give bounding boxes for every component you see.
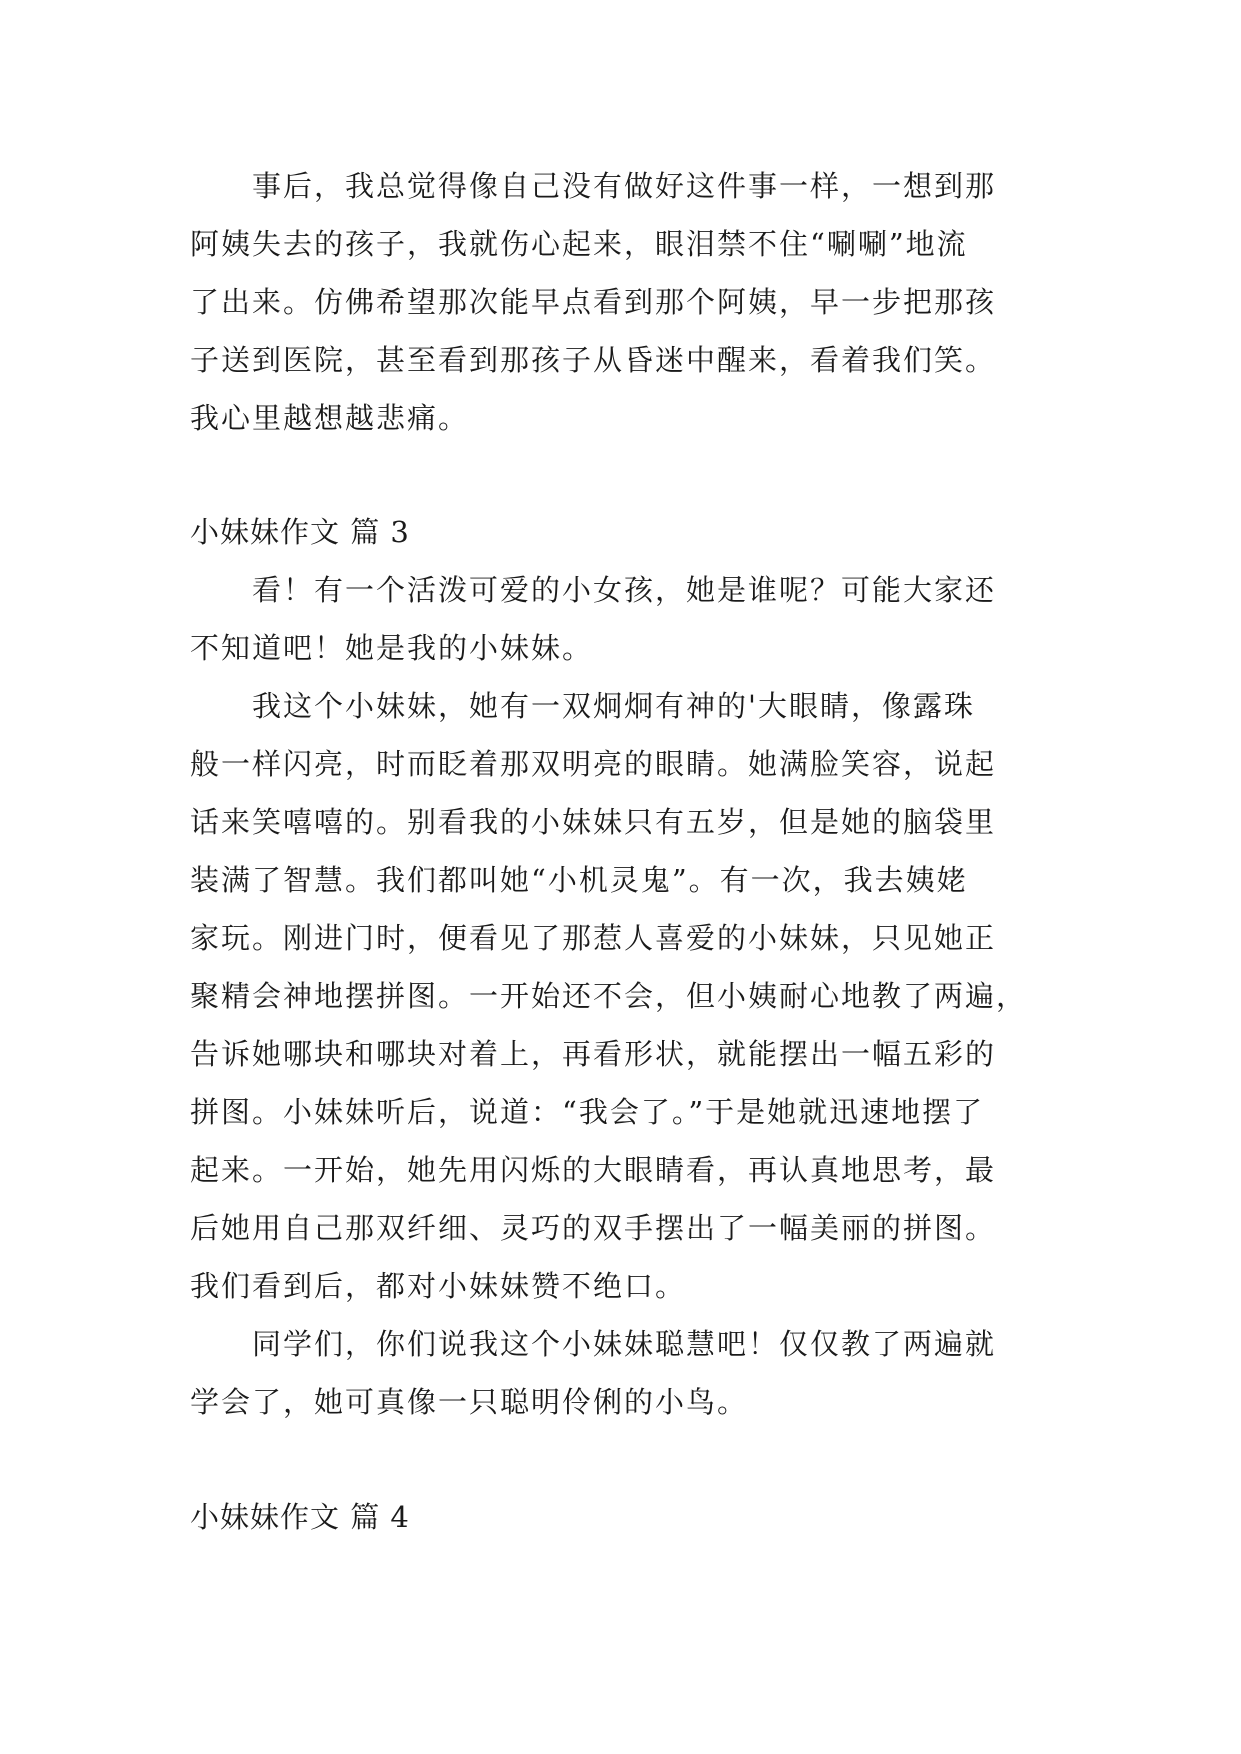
paragraph-line: 事后，我总觉得像自己没有做好这件事一样，一想到那 <box>252 169 997 203</box>
section-heading: 小妹妹作文 篇 4 <box>190 1500 410 1534</box>
paragraph-line: 看！有一个活泼可爱的小女孩，她是谁呢？可能大家还 <box>252 573 997 607</box>
paragraph-line: 拼图。小妹妹听后，说道：“我会了。”于是她就迅速地摆了 <box>190 1095 985 1129</box>
paragraph-line: 学会了，她可真像一只聪明伶俐的小鸟。 <box>190 1385 749 1419</box>
paragraph-line: 我心里越想越悲痛。 <box>190 401 470 435</box>
paragraph-line: 家玩。刚进门时，便看见了那惹人喜爱的小妹妹，只见她正 <box>190 921 997 955</box>
paragraph-line: 装满了智慧。我们都叫她“小机灵鬼”。有一次，我去姨姥 <box>190 863 968 897</box>
paragraph-line: 告诉她哪块和哪块对着上，再看形状，就能摆出一幅五彩的 <box>190 1037 997 1071</box>
paragraph-line: 我这个小妹妹，她有一双炯炯有神的'大眼睛，像露珠 <box>252 689 975 723</box>
paragraph-line: 聚精会神地摆拼图。一开始还不会，但小姨耐心地教了两遍， <box>190 979 1028 1013</box>
paragraph-line: 子送到医院，甚至看到那孩子从昏迷中醒来，看着我们笑。 <box>190 343 997 377</box>
paragraph-line: 起来。一开始，她先用闪烁的大眼睛看，再认真地思考，最 <box>190 1153 997 1187</box>
paragraph-line: 了出来。仿佛希望那次能早点看到那个阿姨，早一步把那孩 <box>190 285 997 319</box>
paragraph-line: 话来笑嘻嘻的。别看我的小妹妹只有五岁，但是她的脑袋里 <box>190 805 997 839</box>
paragraph-line: 同学们，你们说我这个小妹妹聪慧吧！仅仅教了两遍就 <box>252 1327 997 1361</box>
section-heading: 小妹妹作文 篇 3 <box>190 515 410 549</box>
paragraph-line: 般一样闪亮，时而眨着那双明亮的眼睛。她满脸笑容，说起 <box>190 747 997 781</box>
paragraph-line: 后她用自己那双纤细、灵巧的双手摆出了一幅美丽的拼图。 <box>190 1211 997 1245</box>
paragraph-line: 阿姨失去的孩子，我就伤心起来，眼泪禁不住“唰唰”地流 <box>190 227 968 261</box>
paragraph-line: 我们看到后，都对小妹妹赞不绝口。 <box>190 1269 687 1303</box>
paragraph-line: 不知道吧！她是我的小妹妹。 <box>190 631 594 665</box>
